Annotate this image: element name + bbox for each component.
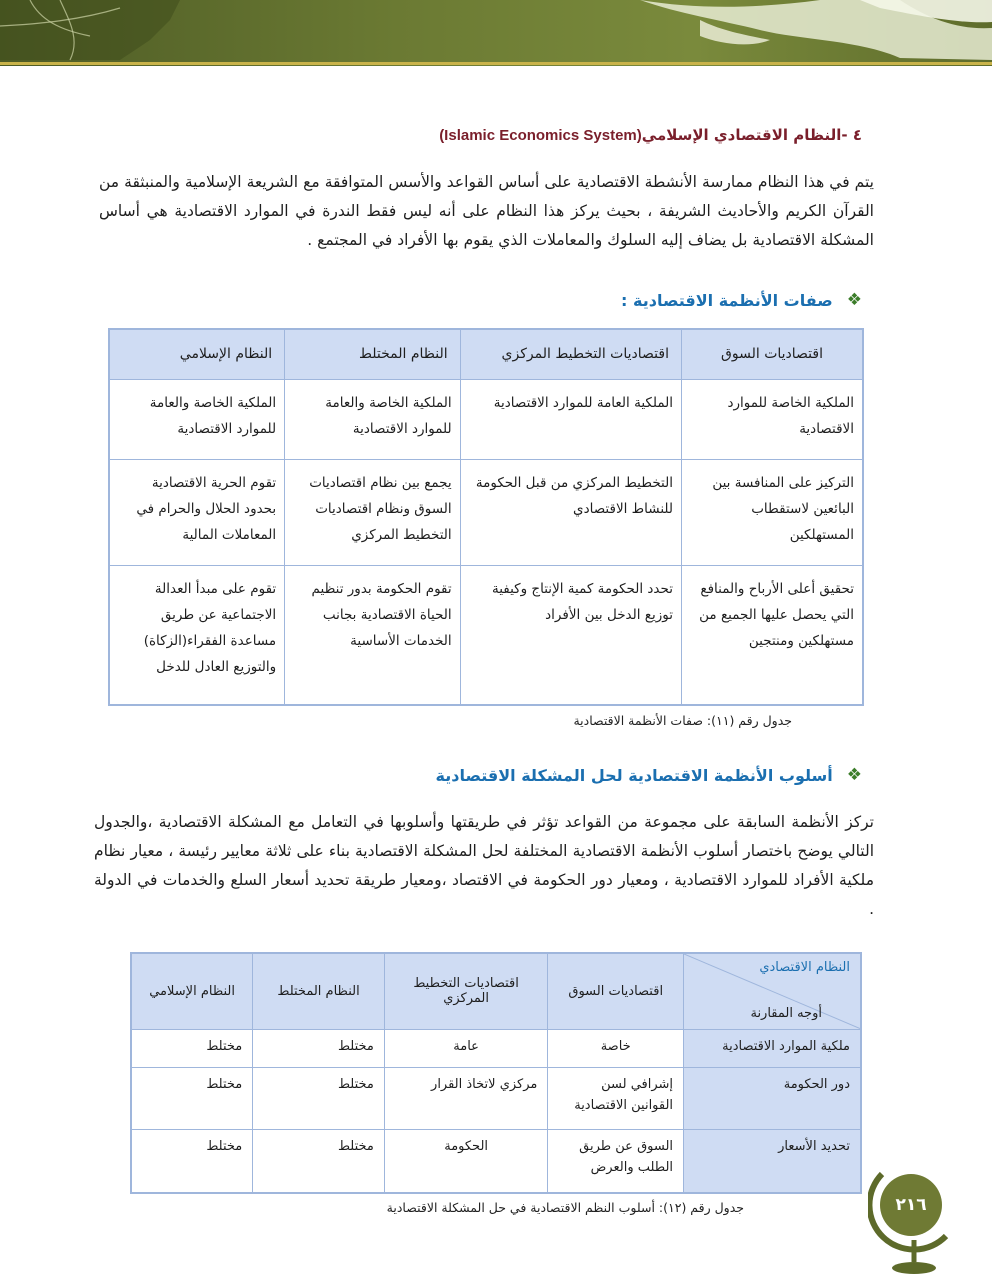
row-header-cell: دور الحكومة: [684, 1067, 861, 1129]
table-row: [109, 459, 863, 565]
page-number: ٢١٦: [880, 1174, 942, 1236]
table-row: [131, 1067, 861, 1129]
table-cell: الملكية العامة للموارد الاقتصادية: [460, 379, 681, 459]
section-heading: [439, 126, 862, 144]
table-cell: مختلط: [253, 1129, 385, 1193]
corner-top-label: النظام الاقتصادي: [759, 960, 850, 975]
table-row: [109, 379, 863, 459]
table-header-cell: النظام المختلط: [285, 329, 461, 379]
table-cell: التركيز على المنافسة بين البائعين لاستقطاب المستهلكين: [681, 459, 863, 565]
corner-bottom-label: أوجه المقارنة: [750, 1005, 822, 1021]
table-cell: مختلط: [131, 1129, 253, 1193]
table-header-cell: اقتصاديات السوق: [681, 329, 863, 379]
table-cell: الملكية الخاصة للموارد الاقتصادية: [681, 379, 863, 459]
subhead-system-features: [621, 290, 862, 310]
table-cell: مختلط: [131, 1029, 253, 1067]
subhead-solving-style: [436, 765, 862, 785]
table-cell: مختلط: [131, 1067, 253, 1129]
table-cell: يجمع بين نظام اقتصاديات السوق ونظام اقتصاديات التخطيط المركزي: [285, 459, 461, 565]
world-map-graphic: [0, 0, 992, 66]
table-cell: الحكومة: [384, 1129, 548, 1193]
table-cell: التخطيط المركزي من قبل الحكومة للنشاط الاقتصادي: [460, 459, 681, 565]
comparison-table: [130, 952, 862, 1194]
heading-arabic: ٤ -النظام الاقتصادي الإسلامي: [641, 126, 862, 144]
table-cell: خاصة: [548, 1029, 684, 1067]
table-cell: الملكية الخاصة والعامة للموارد الاقتصادية: [285, 379, 461, 459]
diamond-bullet-icon: ❖: [846, 765, 862, 785]
banner-gold-line: [0, 62, 992, 65]
row-header-cell: ملكية الموارد الاقتصادية: [684, 1029, 861, 1067]
table-cell: الملكية الخاصة والعامة للموارد الاقتصادية: [109, 379, 285, 459]
table-cell: تقوم على مبدأ العدالة الاجتماعية عن طريق مساعدة الفقراء(الزكاة) والتوزيع العادل للدخل: [109, 565, 285, 705]
table-cell: مختلط: [253, 1029, 385, 1067]
subhead-text: صفات الأنظمة الاقتصادية :: [621, 290, 833, 310]
table-row: [131, 1129, 861, 1193]
table-cell: مركزي لاتخاذ القرار: [384, 1067, 548, 1129]
table-cell: تحدد الحكومة كمية الإنتاج وكيفية توزيع الدخل بين الأفراد: [460, 565, 681, 705]
diamond-bullet-icon: ❖: [846, 290, 862, 310]
table-header-cell: اقتصاديات التخطيط المركزي: [460, 329, 681, 379]
table-cell: عامة: [384, 1029, 548, 1067]
banner-underlay: [0, 66, 992, 80]
table-header-cell: النظام الإسلامي: [131, 953, 253, 1029]
table-corner-cell: [684, 953, 861, 1029]
table1-caption: جدول رقم (١١): صفات الأنظمة الاقتصادية: [573, 713, 792, 728]
heading-english: (Islamic Economics System): [439, 127, 642, 144]
table-row: [109, 565, 863, 705]
top-banner: [0, 0, 992, 80]
subhead-text: أسلوب الأنظمة الاقتصادية لحل المشكلة الاقتصادية: [435, 765, 833, 785]
table-cell: تقوم الحرية الاقتصادية بحدود الحلال والحرام في المعاملات المالية: [109, 459, 285, 565]
table-cell: مختلط: [253, 1067, 385, 1129]
table-cell: السوق عن طريق الطلب والعرض: [548, 1129, 684, 1193]
comparison-paragraph: تركز الأنظمة السابقة على مجموعة من القواعد تؤثر في طريقتها وأسلوبها في التعامل مع المشكلة الاقتصادية ،والجدول التالي يوضح باختصار أسلوب الأنظمة الاقتصادية المختلفة لحل المشكلة الاقتصادية بناء على ثلاثة معايير رئيسة ، معيار نظام ملكية الأفراد للموارد الاقتصادية ، ومعيار دور الحكومة في الاقتصاد ،ومعيار طريقة تحديد أسعار السلع والخدمات في الدولة .: [94, 813, 874, 918]
table-cell: إشرافي لسن القوانين الاقتصادية: [548, 1067, 684, 1129]
table-header-cell: اقتصاديات التخطيط المركزي: [384, 953, 548, 1029]
row-header-cell: تحديد الأسعار: [684, 1129, 861, 1193]
table-row: [131, 1029, 861, 1067]
features-table: [108, 328, 864, 706]
table-cell: تقوم الحكومة بدور تنظيم الحياة الاقتصادية بجانب الخدمات الأساسية: [285, 565, 461, 705]
table-cell: تحقيق أعلى الأرباح والمنافع التي يحصل عليها الجميع من مستهلكين ومنتجين: [681, 565, 863, 705]
table2-caption: جدول رقم (١٢): أسلوب النظم الاقتصادية في حل المشكلة الاقتصادية: [386, 1200, 744, 1215]
table-header-cell: النظام الإسلامي: [109, 329, 285, 379]
table-header-cell: النظام المختلط: [253, 953, 385, 1029]
intro-paragraph: يتم في هذا النظام ممارسة الأنشطة الاقتصادية على أساس القواعد والأسس المتوافقة مع الشريعة الإسلامية والمنبثقة من القرآن الكريم والأحاديث الشريفة ، بحيث يركز هذا النظام على أنه ليس فقط الندرة في الموارد الاقتصادية هي أساس المشكلة الاقتصادية بل يضاف إليه السلوك والمعاملات الذي يقوم بها الأفراد في المجتمع .: [99, 173, 874, 249]
table-header-cell: اقتصاديات السوق: [548, 953, 684, 1029]
